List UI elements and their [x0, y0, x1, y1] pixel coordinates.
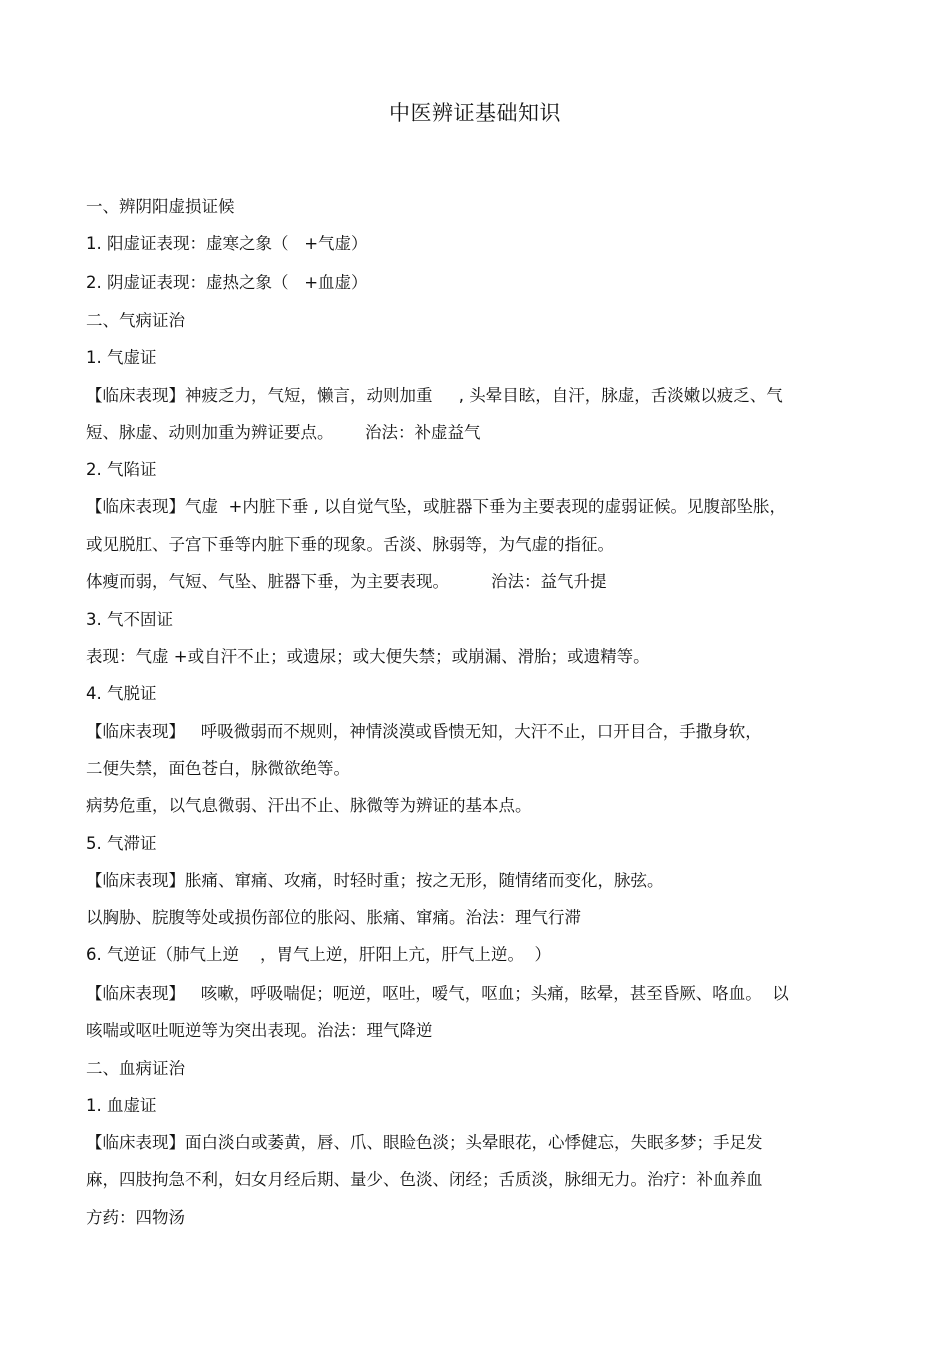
- text-line: 2. 阴虚证表现：虚热之象（ +血虚）: [86, 273, 368, 292]
- text-line: 【临床表现】面白淡白或萎黄，唇、爪、眼睑色淡；头晕眼花，心悸健忘，失眠多梦；手足发: [86, 1133, 763, 1152]
- subsection-heading: 6. 气逆证（肺气上逆 ，胃气上逆，肝阳上亢，肝气上逆。 ）: [86, 945, 551, 964]
- section-heading: 二、血病证治: [86, 1059, 185, 1078]
- text-line: 麻，四肢拘急不利，妇女月经后期、量少、色淡、闭经；舌质淡，脉细无力。治疗：补血养血: [86, 1170, 763, 1189]
- text-line: 表现：气虚 +或自汗不止；或遗尿；或大便失禁；或崩漏、滑胎；或遗精等。: [86, 647, 650, 666]
- text-line: 二便失禁，面色苍白，脉微欲绝等。: [86, 759, 350, 778]
- text-line: 短、脉虚、动则加重为辨证要点。 治法：补虚益气: [86, 423, 481, 442]
- subsection-heading: 5. 气滞证: [86, 834, 157, 853]
- text-line: 1. 阳虚证表现：虚寒之象（ +气虚）: [86, 234, 368, 253]
- subsection-heading: 1. 气虚证: [86, 348, 157, 367]
- document-title: 中医辨证基础知识: [389, 101, 561, 125]
- text-line: 体瘦而弱，气短、气坠、脏器下垂，为主要表现。 治法：益气升提: [86, 572, 607, 591]
- text-line: 【临床表现】 呼吸微弱而不规则，神情淡漠或昏愦无知，大汗不止，口开目合，手撒身软，: [86, 722, 762, 741]
- text-line: 病势危重，以气息微弱、汗出不止、脉微等为辨证的基本点。: [86, 796, 532, 815]
- text-line: 【临床表现】 咳嗽，呼吸喘促；呃逆，呕吐，嗳气，呕血；头痛，眩晕，甚至昏厥、咯血。 以: [86, 984, 789, 1003]
- text-line: 以胸胁、脘腹等处或损伤部位的胀闷、胀痛、窜痛。治法：理气行滞: [86, 908, 581, 927]
- text-line: 方药：四物汤: [86, 1208, 185, 1227]
- subsection-heading: 3. 气不固证: [86, 610, 173, 629]
- section-heading: 二、气病证治: [86, 311, 185, 330]
- text-line: 咳喘或呕吐呃逆等为突出表现。治法：理气降逆: [86, 1021, 433, 1040]
- text-line: 【临床表现】神疲乏力，气短，懒言，动则加重 , 头晕目眩，自汗，脉虚，舌淡嫩以疲乏、气: [86, 386, 783, 405]
- subsection-heading: 4. 气脱证: [86, 684, 157, 703]
- text-line: 【临床表现】气虚 +内脏下垂 , 以自觉气坠，或脏器下垂为主要表现的虚弱证候。见腹部坠胀，: [86, 497, 787, 516]
- section-heading: 一、辨阴阳虚损证候: [86, 197, 235, 216]
- subsection-heading: 1. 血虚证: [86, 1096, 157, 1115]
- text-line: 或见脱肛、子宫下垂等内脏下垂的现象。舌淡、脉弱等，为气虚的指征。: [86, 535, 614, 554]
- subsection-heading: 2. 气陷证: [86, 460, 157, 479]
- text-line: 【临床表现】胀痛、窜痛、攻痛，时轻时重；按之无形，随情绪而变化，脉弦。: [86, 871, 664, 890]
